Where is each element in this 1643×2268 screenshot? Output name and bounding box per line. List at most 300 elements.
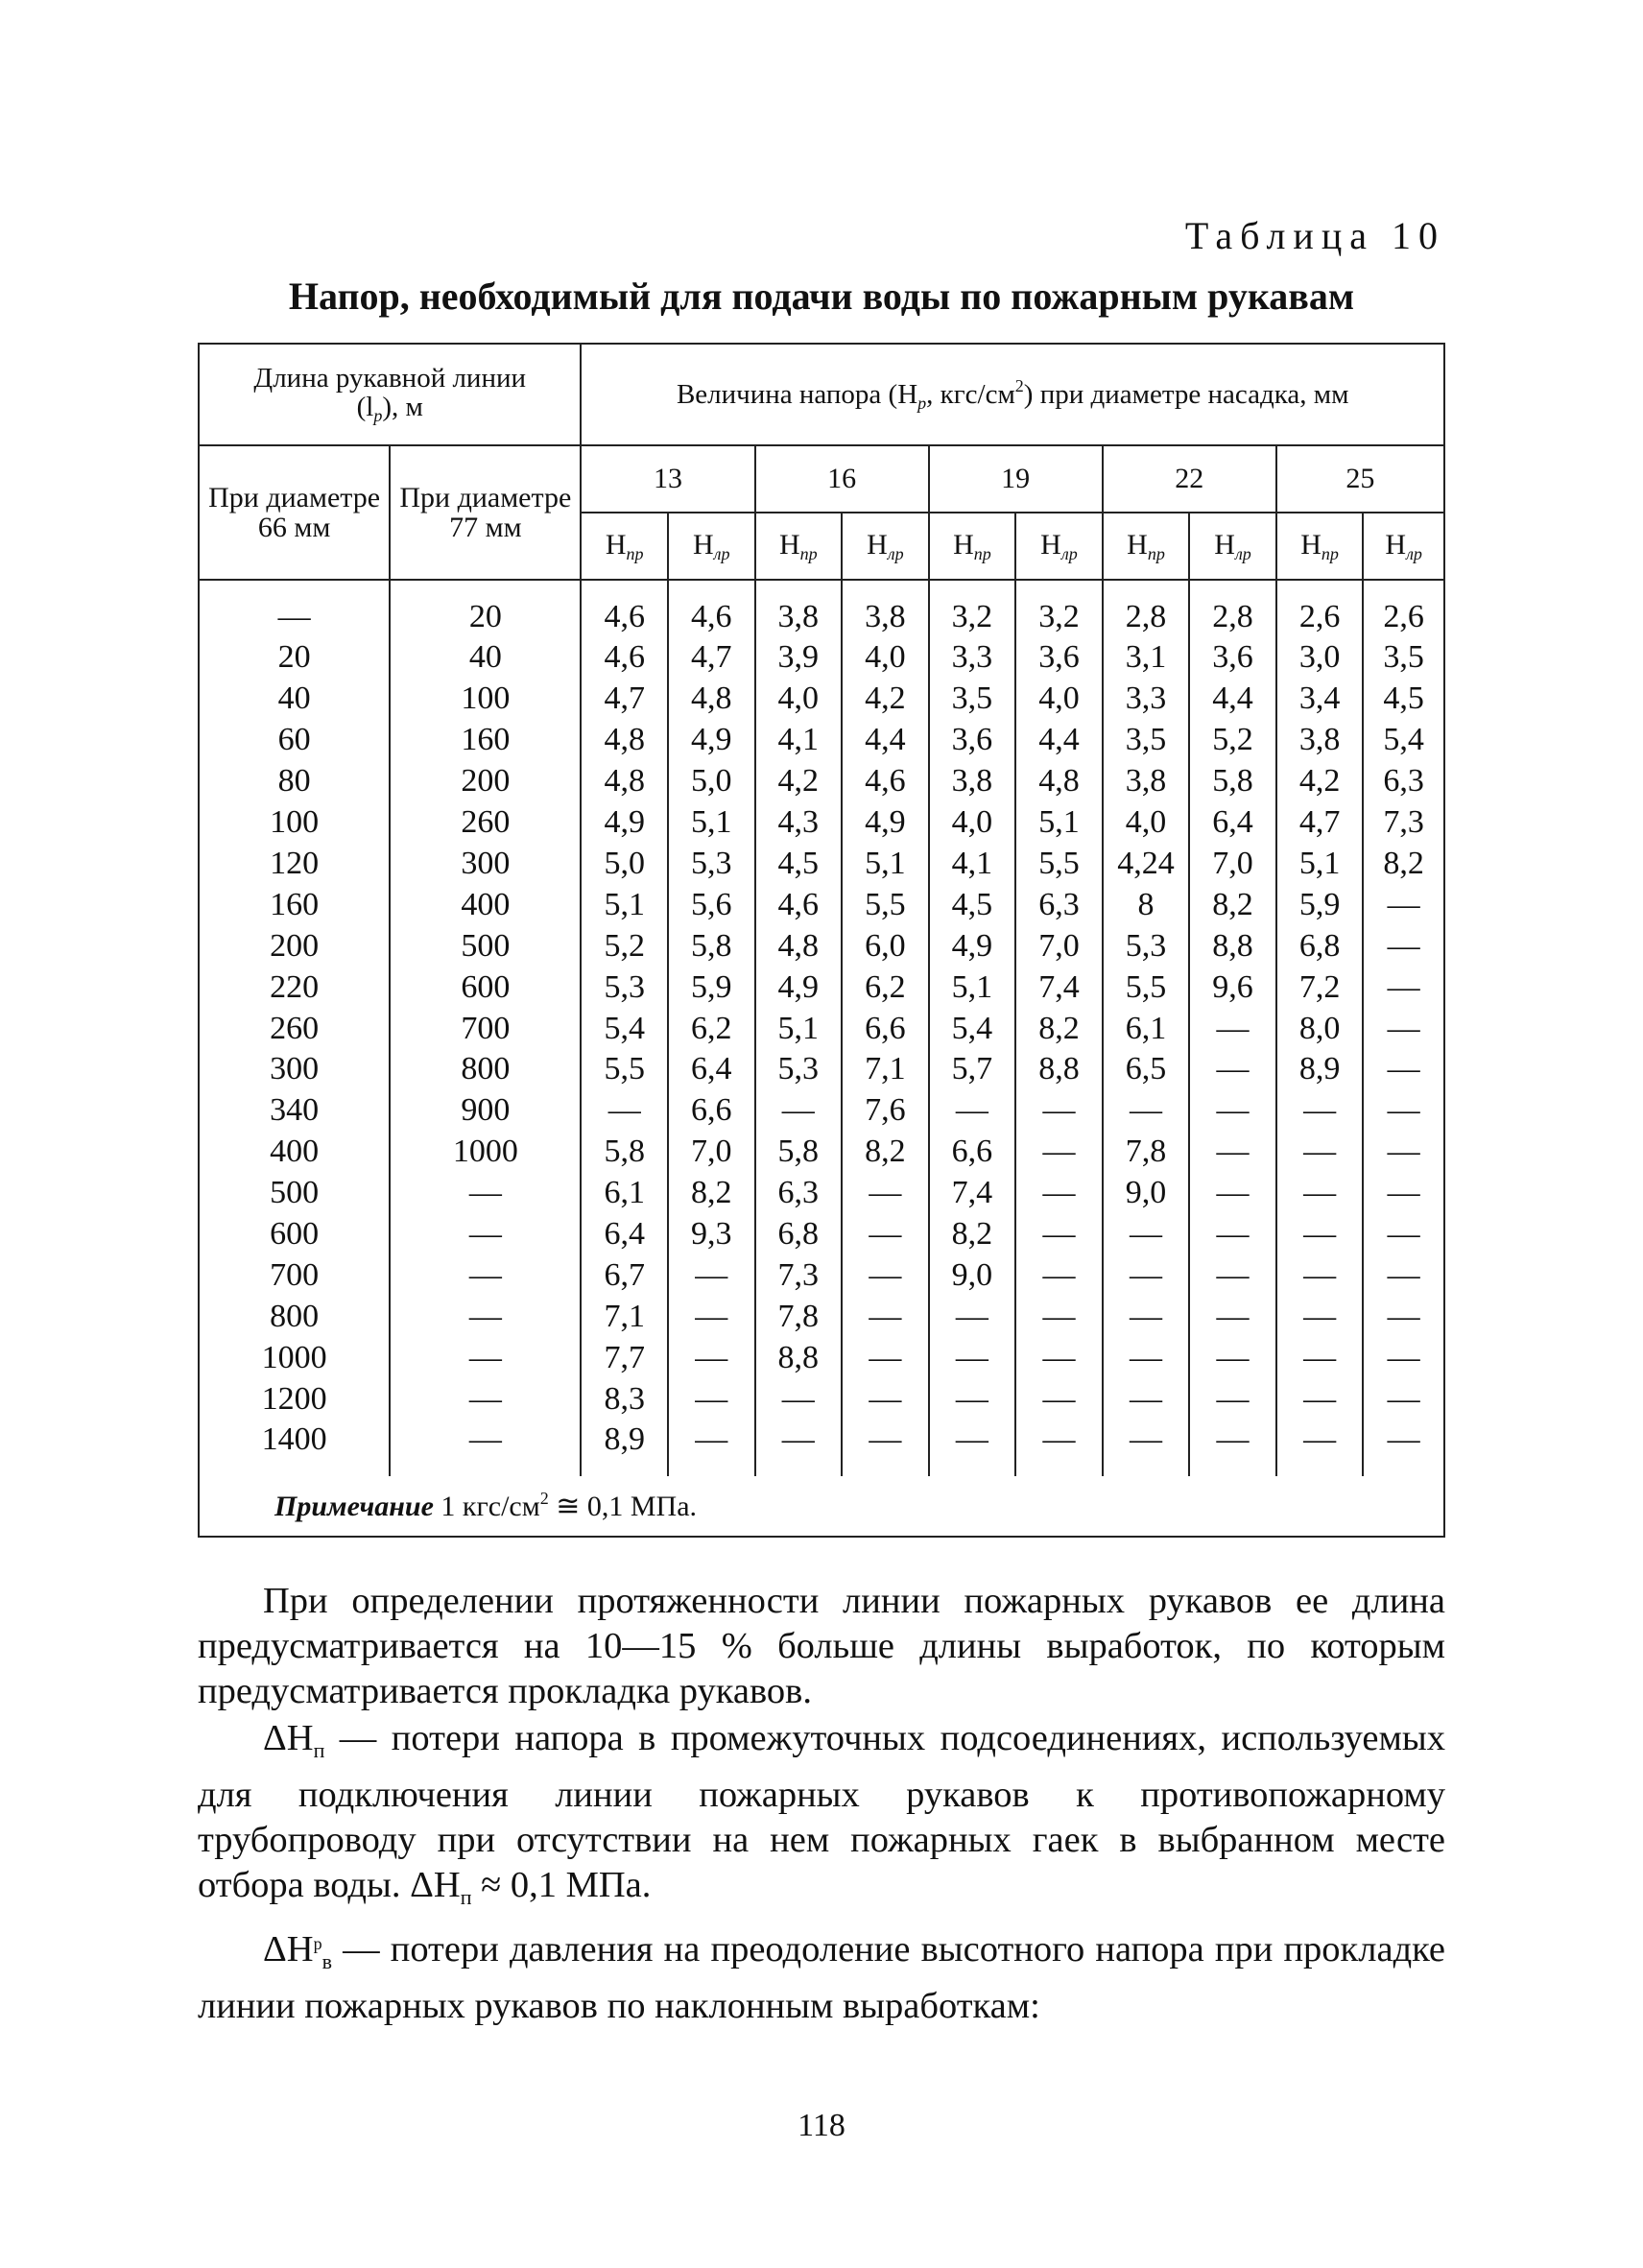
table-cell: 5,5 (842, 884, 929, 925)
table-cell: 4,8 (668, 679, 755, 720)
table-cell: — (1363, 1172, 1444, 1213)
table-cell: 8,2 (842, 1132, 929, 1173)
table-cell: — (1103, 1254, 1190, 1296)
table-cell: 100 (390, 679, 581, 720)
table-cell: 3,5 (1363, 637, 1444, 679)
table-row (199, 1172, 1444, 1213)
subheader-h-lr: $Н_{лр}$ (668, 513, 755, 580)
table-cell: 8,2 (1363, 843, 1444, 884)
table-cell: 6,6 (668, 1090, 755, 1132)
table-row (199, 801, 1444, 843)
paragraph: $\Delta Н^р_в$ — потери давления на преодоление высотного напора при прокладке линии пожарных рукавов по наклонным выработкам: (198, 1929, 1445, 2026)
table-cell: — (1189, 1378, 1276, 1420)
table-cell: 3,5 (1103, 720, 1190, 761)
table-cell: 2,6 (1276, 580, 1364, 637)
table-cell: — (1015, 1420, 1103, 1476)
table-cell: — (1363, 1049, 1444, 1090)
table-cell: 4,9 (929, 925, 1016, 967)
table-cell: 7,0 (1189, 843, 1276, 884)
table-cell: — (1015, 1213, 1103, 1254)
table-cell: 5,5 (581, 1049, 668, 1090)
table-cell: 120 (199, 843, 390, 884)
table-cell: 3,3 (1103, 679, 1190, 720)
table-cell: 3,3 (929, 637, 1016, 679)
table-cell: 4,8 (1015, 761, 1103, 802)
table-cell: — (1363, 884, 1444, 925)
table-cell: 5,5 (1015, 843, 1103, 884)
table-cell: — (1189, 1008, 1276, 1049)
table-row (199, 720, 1444, 761)
table-cell: — (1276, 1132, 1364, 1173)
table-cell: 600 (199, 1213, 390, 1254)
table-cell: 4,0 (755, 679, 843, 720)
table-cell: 8,8 (755, 1337, 843, 1378)
table-cell: — (1363, 1296, 1444, 1337)
table-cell: 6,8 (1276, 925, 1364, 967)
table-cell: — (1363, 1420, 1444, 1476)
table-row (199, 1378, 1444, 1420)
table-cell: 5,3 (581, 967, 668, 1008)
table-cell: — (1189, 1213, 1276, 1254)
table-cell: — (1189, 1132, 1276, 1173)
table-cell: 6,4 (1189, 801, 1276, 843)
table-cell: 6,0 (842, 925, 929, 967)
table-cell: — (1015, 1132, 1103, 1173)
subheader-h-pr: $Н_{пр}$ (581, 513, 668, 580)
table-cell: 7,3 (1363, 801, 1444, 843)
table-cell: 100 (199, 801, 390, 843)
table-cell: 500 (199, 1172, 390, 1213)
table-row (199, 580, 1444, 637)
table-cell: 4,2 (842, 679, 929, 720)
table-cell: 3,6 (1015, 637, 1103, 679)
table-row (199, 967, 1444, 1008)
table-cell: 3,2 (1015, 580, 1103, 637)
paragraph: $\Delta Н_п$ — потери напора в промежуточных подсоединениях, используемых для подключения линии пожарных рукавов к противопожарному трубопроводу при отсутствии на нем пожарных гаек в выбранном месте отбора воды. $\Delta Н_п \approx 0,1$ МПа. (198, 1718, 1445, 1909)
table-cell: 6,6 (929, 1132, 1016, 1173)
table-cell: 300 (199, 1049, 390, 1090)
table-cell: — (929, 1090, 1016, 1132)
table-cell: 3,1 (1103, 637, 1190, 679)
table-cell: 500 (390, 925, 581, 967)
table-cell: 5,1 (929, 967, 1016, 1008)
table-cell: — (1363, 1132, 1444, 1173)
table-cell: 6,4 (668, 1049, 755, 1090)
table-row (199, 1049, 1444, 1090)
table-cell: 4,6 (668, 580, 755, 637)
length-header: Длина рукавной линии $(l_р)$, м (199, 344, 581, 445)
table-cell: 4,7 (668, 637, 755, 679)
table-cell: — (668, 1296, 755, 1337)
table-cell: — (1015, 1296, 1103, 1337)
table-cell: 3,9 (755, 637, 843, 679)
table-cell: 4,2 (1276, 761, 1364, 802)
table-cell: — (1103, 1296, 1190, 1337)
table-cell: 5,7 (929, 1049, 1016, 1090)
table-cell: — (1363, 1213, 1444, 1254)
table-row (199, 637, 1444, 679)
table-cell: 4,2 (755, 761, 843, 802)
table-cell: 4,6 (842, 761, 929, 802)
table-cell: — (1363, 1337, 1444, 1378)
table-cell: 9,0 (929, 1254, 1016, 1296)
table-cell: 5,1 (581, 884, 668, 925)
table-cell: 8,3 (581, 1378, 668, 1420)
table-cell: — (1189, 1337, 1276, 1378)
table-cell: — (668, 1420, 755, 1476)
table-cell: 5,8 (1189, 761, 1276, 802)
paragraph: При определении протяженности линии пожарных рукавов ее длина предусматривается на 10—15 % больше длины выработок, по которым предусматривается прокладка рукавов. (198, 1581, 1445, 1711)
table-cell: — (1189, 1049, 1276, 1090)
col-d66-header: При диаметре 66 мм (199, 445, 390, 580)
table-cell: 3,8 (929, 761, 1016, 802)
table-label: Таблица 10 (1184, 214, 1445, 257)
table-cell: — (842, 1337, 929, 1378)
table-cell: — (1276, 1172, 1364, 1213)
table-cell: 3,8 (1103, 761, 1190, 802)
table-title: Напор, необходимый для подачи воды по пожарным рукавам (288, 275, 1355, 318)
table-cell: 260 (390, 801, 581, 843)
table-cell: 4,6 (581, 637, 668, 679)
table-cell: — (1189, 1420, 1276, 1476)
table-cell: 5,0 (581, 843, 668, 884)
table-cell: 4,5 (929, 884, 1016, 925)
table-cell: 4,8 (581, 720, 668, 761)
table-cell: 5,8 (755, 1132, 843, 1173)
table-cell: — (581, 1090, 668, 1132)
table-cell: 6,3 (1015, 884, 1103, 925)
table-cell: 5,3 (668, 843, 755, 884)
table-cell: — (929, 1337, 1016, 1378)
table-row (199, 1213, 1444, 1254)
table-cell: 3,5 (929, 679, 1016, 720)
table-cell: 6,2 (668, 1008, 755, 1049)
table-cell: 5,8 (581, 1132, 668, 1173)
pressure-header: Величина напора ($Н_р$, кгс/$см^2$) при диаметре насадка, мм (581, 344, 1444, 445)
table-cell: 7,3 (755, 1254, 843, 1296)
table-cell: 5,4 (929, 1008, 1016, 1049)
table-cell: 8,2 (1189, 884, 1276, 925)
table-cell: 800 (199, 1296, 390, 1337)
table-cell: 4,5 (1363, 679, 1444, 720)
table-cell: — (842, 1296, 929, 1337)
table-cell: — (1276, 1213, 1364, 1254)
table-cell: 3,8 (842, 580, 929, 637)
table-cell: 5,2 (581, 925, 668, 967)
table-cell: — (1103, 1378, 1190, 1420)
table-cell: 20 (390, 580, 581, 637)
table-cell: 6,4 (581, 1213, 668, 1254)
table-cell: 600 (390, 967, 581, 1008)
table-cell: — (1189, 1254, 1276, 1296)
table-cell: 6,8 (755, 1213, 843, 1254)
table-cell: 4,5 (755, 843, 843, 884)
table-cell: — (755, 1420, 843, 1476)
table-cell: 5,2 (1189, 720, 1276, 761)
table-cell: 4,1 (929, 843, 1016, 884)
table-cell: 3,0 (1276, 637, 1364, 679)
table-cell: 5,1 (668, 801, 755, 843)
table-cell: 60 (199, 720, 390, 761)
table-row (199, 1090, 1444, 1132)
table-cell: — (842, 1172, 929, 1213)
table-cell: — (1189, 1172, 1276, 1213)
table-row (199, 1254, 1444, 1296)
table-cell: 8,2 (929, 1213, 1016, 1254)
table-cell: 5,6 (668, 884, 755, 925)
col-d77-header: При диаметре 77 мм (390, 445, 581, 580)
table-cell: 4,9 (755, 967, 843, 1008)
table-cell: — (1015, 1090, 1103, 1132)
table-cell: — (842, 1213, 929, 1254)
table-cell: 8,9 (581, 1420, 668, 1476)
table-cell: — (1276, 1337, 1364, 1378)
table-cell: 2,8 (1189, 580, 1276, 637)
table-cell: — (755, 1090, 843, 1132)
subheader-h-pr: $Н_{пр}$ (929, 513, 1016, 580)
table-cell: 5,4 (1363, 720, 1444, 761)
table-cell: — (842, 1420, 929, 1476)
table-cell: 8 (1103, 884, 1190, 925)
table-cell: — (1363, 967, 1444, 1008)
pressure-table (198, 343, 1445, 1538)
table-cell: 3,8 (755, 580, 843, 637)
table-cell: 4,9 (842, 801, 929, 843)
table-cell: — (1015, 1172, 1103, 1213)
table-cell: 4,3 (755, 801, 843, 843)
table-row (199, 1008, 1444, 1049)
table-cell: 400 (390, 884, 581, 925)
table-cell: 4,24 (1103, 843, 1190, 884)
table-cell: 6,3 (755, 1172, 843, 1213)
table-cell: — (929, 1420, 1016, 1476)
table-cell: — (1363, 1378, 1444, 1420)
subheader-h-lr: $Н_{лр}$ (842, 513, 929, 580)
table-cell: 5,9 (1276, 884, 1364, 925)
table-cell: 5,8 (668, 925, 755, 967)
table-cell: — (1103, 1337, 1190, 1378)
table-cell: 6,5 (1103, 1049, 1190, 1090)
nozzle-header: 19 (929, 445, 1103, 513)
table-cell: — (1103, 1090, 1190, 1132)
table-cell: 2,6 (1363, 580, 1444, 637)
table-cell: 5,3 (1103, 925, 1190, 967)
table-cell: — (390, 1213, 581, 1254)
table-cell: 4,6 (581, 580, 668, 637)
table-cell: 5,9 (668, 967, 755, 1008)
table-cell: — (1015, 1378, 1103, 1420)
table-cell: 1200 (199, 1378, 390, 1420)
nozzle-header: 16 (755, 445, 929, 513)
table-cell: 700 (390, 1008, 581, 1049)
table-cell: 8,8 (1189, 925, 1276, 967)
table-cell: 3,4 (1276, 679, 1364, 720)
table-cell: 40 (199, 679, 390, 720)
table-cell: 7,6 (842, 1090, 929, 1132)
table-body (199, 580, 1444, 1476)
table-cell: 9,3 (668, 1213, 755, 1254)
table-cell: 80 (199, 761, 390, 802)
subheader-h-pr: $Н_{пр}$ (755, 513, 843, 580)
table-cell: 900 (390, 1090, 581, 1132)
table-cell: 4,7 (581, 679, 668, 720)
table-cell: — (1276, 1296, 1364, 1337)
table-cell: 3,2 (929, 580, 1016, 637)
table-cell: 6,1 (1103, 1008, 1190, 1049)
table-cell: 6,6 (842, 1008, 929, 1049)
table-cell: 9,6 (1189, 967, 1276, 1008)
table-cell: — (390, 1337, 581, 1378)
table-cell: 4,8 (755, 925, 843, 967)
table-cell: 700 (199, 1254, 390, 1296)
table-cell: — (1015, 1337, 1103, 1378)
table-cell: 40 (390, 637, 581, 679)
table-cell: 3,6 (1189, 637, 1276, 679)
table-cell: 5,1 (842, 843, 929, 884)
table-cell: 4,9 (581, 801, 668, 843)
table-cell: 4,0 (1015, 679, 1103, 720)
table-cell: 7,7 (581, 1337, 668, 1378)
subheader-h-lr: $Н_{лр}$ (1189, 513, 1276, 580)
table-cell: 9,0 (1103, 1172, 1190, 1213)
table-row (199, 925, 1444, 967)
subheader-h-pr: $Н_{пр}$ (1103, 513, 1190, 580)
table-cell: 4,7 (1276, 801, 1364, 843)
table-cell: 6,2 (842, 967, 929, 1008)
table-cell: — (755, 1378, 843, 1420)
table-cell: — (1276, 1378, 1364, 1420)
nozzle-header: 22 (1103, 445, 1276, 513)
table-cell: 4,4 (1015, 720, 1103, 761)
table-cell: — (1189, 1296, 1276, 1337)
table-cell: — (1103, 1213, 1190, 1254)
table-note: Примечание 1 кгс/$см^2$ ≅ 0,1 МПа. (199, 1476, 1444, 1537)
body-text (198, 1579, 1445, 2031)
table-cell: — (1189, 1090, 1276, 1132)
table-cell: 4,6 (755, 884, 843, 925)
table-row (199, 884, 1444, 925)
table-cell: 7,2 (1276, 967, 1364, 1008)
table-cell: — (199, 580, 390, 637)
table-row (199, 1132, 1444, 1173)
table-cell: 8,8 (1015, 1049, 1103, 1090)
table-cell: — (929, 1296, 1016, 1337)
table-cell: — (842, 1378, 929, 1420)
table-cell: — (1276, 1254, 1364, 1296)
table-cell: 5,4 (581, 1008, 668, 1049)
table-cell: — (668, 1378, 755, 1420)
subheader-h-lr: $Н_{лр}$ (1363, 513, 1444, 580)
table-cell: 7,8 (1103, 1132, 1190, 1173)
table-cell: 8,9 (1276, 1049, 1364, 1090)
table-cell: 1400 (199, 1420, 390, 1476)
table-cell: 7,1 (842, 1049, 929, 1090)
table-cell: 7,0 (668, 1132, 755, 1173)
table-cell: 7,8 (755, 1296, 843, 1337)
table-cell: — (390, 1378, 581, 1420)
page-number: 118 (798, 2108, 845, 2143)
table-cell: 4,9 (668, 720, 755, 761)
table-cell: 5,3 (755, 1049, 843, 1090)
table-cell: 200 (390, 761, 581, 802)
table-cell: 5,1 (1276, 843, 1364, 884)
table-cell: 7,4 (929, 1172, 1016, 1213)
table-cell: 160 (199, 884, 390, 925)
table-cell: 6,7 (581, 1254, 668, 1296)
table-cell: 2,8 (1103, 580, 1190, 637)
table-cell: 8,2 (1015, 1008, 1103, 1049)
table-cell: 6,3 (1363, 761, 1444, 802)
table-cell: — (1276, 1420, 1364, 1476)
table-cell: 5,1 (755, 1008, 843, 1049)
table-row (199, 679, 1444, 720)
table-cell: 7,0 (1015, 925, 1103, 967)
table-cell: 7,4 (1015, 967, 1103, 1008)
table-cell: 4,1 (755, 720, 843, 761)
subheader-h-pr: $Н_{пр}$ (1276, 513, 1364, 580)
table-cell: 8,0 (1276, 1008, 1364, 1049)
table-cell: 400 (199, 1132, 390, 1173)
subheader-h-lr: $Н_{лр}$ (1015, 513, 1103, 580)
table-cell: 4,0 (1103, 801, 1190, 843)
nozzle-header: 25 (1276, 445, 1444, 513)
table-cell: 5,1 (1015, 801, 1103, 843)
table-cell: 4,0 (929, 801, 1016, 843)
table-cell: — (1276, 1090, 1364, 1132)
table-cell: — (1363, 1008, 1444, 1049)
table-row (199, 1420, 1444, 1476)
table-row (199, 1337, 1444, 1378)
table-cell: 6,1 (581, 1172, 668, 1213)
table-cell: — (390, 1420, 581, 1476)
table-cell: 5,0 (668, 761, 755, 802)
table-cell: — (929, 1378, 1016, 1420)
table-cell: 3,6 (929, 720, 1016, 761)
table-cell: 4,8 (581, 761, 668, 802)
table-cell: 800 (390, 1049, 581, 1090)
table-cell: — (390, 1296, 581, 1337)
table-cell: 4,0 (842, 637, 929, 679)
table-row (199, 761, 1444, 802)
table-cell: 8,2 (668, 1172, 755, 1213)
table-cell: — (668, 1337, 755, 1378)
table-cell: 220 (199, 967, 390, 1008)
nozzle-header: 13 (581, 445, 754, 513)
table-cell: 4,4 (1189, 679, 1276, 720)
table-cell: — (1103, 1420, 1190, 1476)
table-cell: 7,1 (581, 1296, 668, 1337)
table-cell: 5,5 (1103, 967, 1190, 1008)
table-cell: — (1363, 1254, 1444, 1296)
table-cell: 200 (199, 925, 390, 967)
table-cell: — (390, 1172, 581, 1213)
table-cell: 160 (390, 720, 581, 761)
table-cell: 1000 (199, 1337, 390, 1378)
table-row (199, 843, 1444, 884)
table-cell: — (668, 1254, 755, 1296)
table-cell: — (1363, 925, 1444, 967)
table-cell: 4,4 (842, 720, 929, 761)
table-cell: 1000 (390, 1132, 581, 1173)
table-cell: 20 (199, 637, 390, 679)
table-cell: — (1363, 1090, 1444, 1132)
table-cell: — (842, 1254, 929, 1296)
table-cell: 340 (199, 1090, 390, 1132)
table-cell: 260 (199, 1008, 390, 1049)
table-cell: — (390, 1254, 581, 1296)
table-cell: — (1015, 1254, 1103, 1296)
table-cell: 300 (390, 843, 581, 884)
